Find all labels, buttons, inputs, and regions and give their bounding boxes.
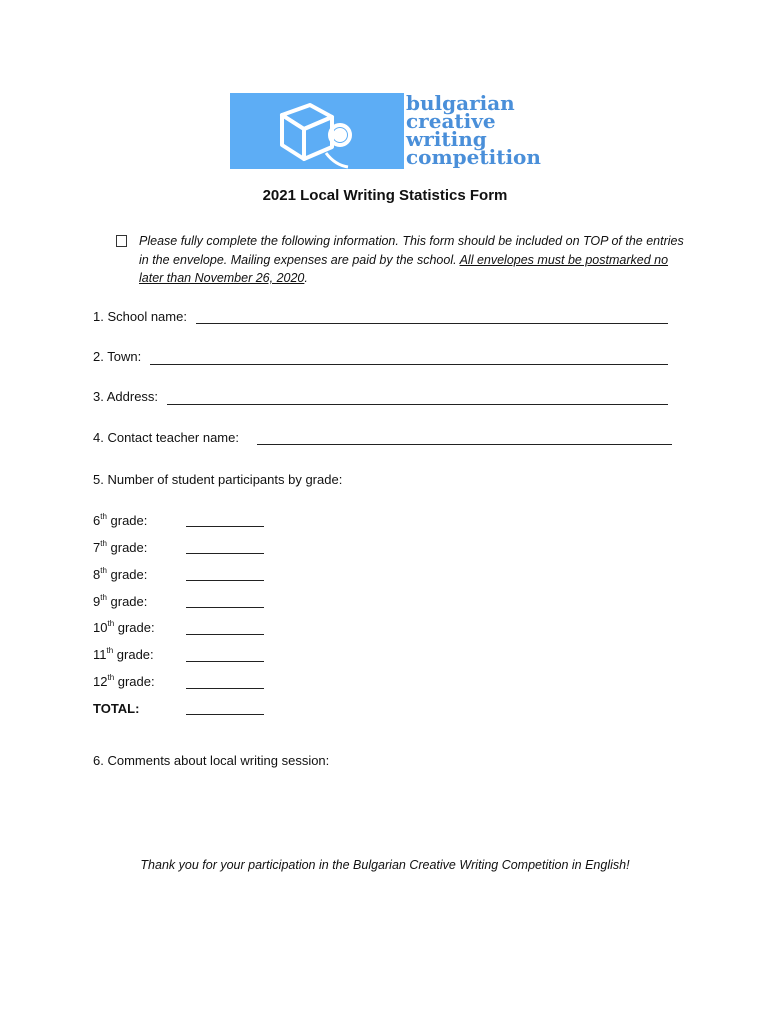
thank-you-note: Thank you for your participation in the Bulgarian Creative Writing Competition in English! (140, 858, 630, 872)
contact-teacher-label: 4. Contact teacher name: (93, 430, 239, 445)
svg-text:competition: competition (406, 145, 541, 169)
empty-checkbox-icon[interactable] (116, 235, 127, 247)
grade-11-field[interactable] (186, 661, 264, 662)
grade-12-field[interactable] (186, 688, 264, 689)
grade-12-label: 12th grade: (93, 673, 155, 689)
postmark-deadline: All envelopes must be postmarked no later than November 26, 2020 (139, 252, 669, 285)
town-label: 2. Town: (93, 349, 142, 364)
grade-11-label: 11th grade: (93, 646, 154, 662)
grade-9-field[interactable] (186, 607, 264, 608)
participants-label: 5. Number of student participants by grade: (93, 472, 343, 487)
instructions-text: Please fully complete the following information. This form should be included on TOP of the entries in the envelope. Mailing expenses are paid by the school. All envelopes must be postmarked no later than November 26, 2020. (139, 234, 684, 285)
svg-text:creative: creative (406, 109, 496, 133)
grade-10-field[interactable] (186, 634, 264, 635)
form-title: 2021 Local Writing Statistics Form (262, 187, 508, 204)
total-field[interactable] (186, 714, 264, 715)
address-label: 3. Address: (93, 389, 159, 404)
comments-label: 6. Comments about local writing session: (93, 753, 330, 768)
total-label: TOTAL: (93, 701, 140, 716)
competition-logo (230, 93, 546, 169)
school-name-field[interactable] (196, 323, 668, 324)
svg-text:writing: writing (406, 127, 487, 151)
grade-7-field[interactable] (186, 553, 264, 554)
grade-6-field[interactable] (186, 526, 264, 527)
school-name-label: 1. School name: (93, 309, 187, 324)
grade-8-field[interactable] (186, 580, 264, 581)
grade-6-label: 6th grade: (93, 512, 148, 528)
grade-8-label: 8th grade: (93, 566, 148, 582)
svg-text:bulgarian: bulgarian (406, 93, 515, 115)
grade-9-label: 9th grade: (93, 593, 148, 609)
comments-area[interactable] (93, 775, 673, 845)
town-field[interactable] (150, 364, 668, 365)
contact-teacher-field[interactable] (257, 444, 672, 445)
grade-10-label: 10th grade: (93, 619, 155, 635)
grade-7-label: 7th grade: (93, 539, 148, 555)
address-field[interactable] (167, 404, 668, 405)
